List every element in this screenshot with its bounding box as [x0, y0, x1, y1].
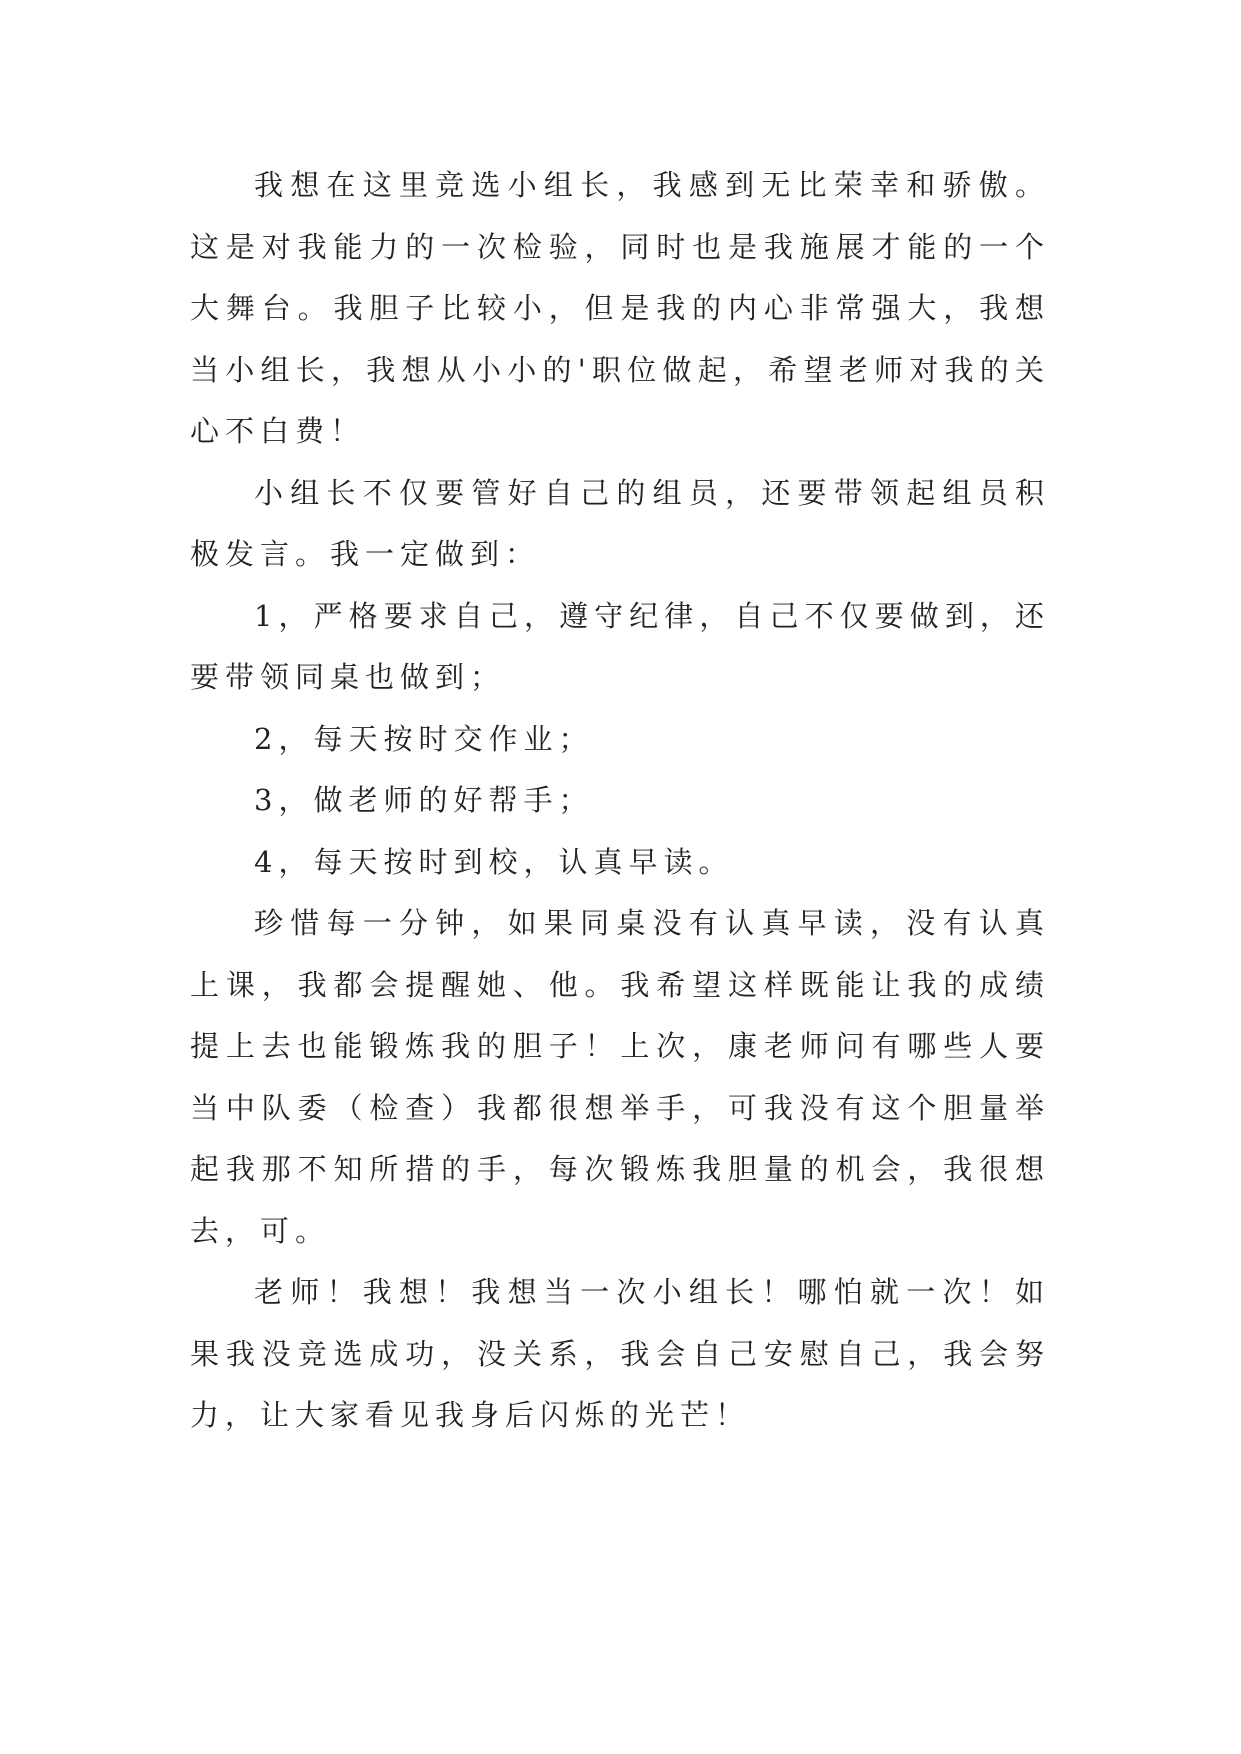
paragraph-intro: 我想在这里竞选小组长，我感到无比荣幸和骄傲。这是对我能力的一次检验，同时也是我施展才能的一个大舞台。我胆子比较小，但是我的内心非常强大，我想当小组长，我想从小小的'职位做起，希望老师对我的关心不白费！ — [190, 168, 1050, 448]
paragraph-commitment: 珍惜每一分钟，如果同桌没有认真早读，没有认真上课，我都会提醒她、他。我希望这样既能让我的成绩提上去也能锻炼我的胆子！上次，康老师问有哪些人要当中队委（检查）我都很想举手，可我没有这个胆量举起我那不知所措的手，每次锻炼我胆量的机会，我很想去，可。 — [190, 906, 1050, 1248]
list-item-1: 1，严格要求自己，遵守纪律，自己不仅要做到，还要带领同桌也做到； — [190, 598, 1050, 694]
list-item-2: 2，每天按时交作业； — [254, 721, 594, 756]
paragraph-duties: 小组长不仅要管好自己的组员，还要带领起组员积极发言。我一定做到： — [190, 475, 1050, 571]
document-body — [190, 155, 1050, 1447]
list-item-3: 3，做老师的好帮手； — [254, 783, 594, 817]
paragraph-closing: 老师！我想！我想当一次小组长！哪怕就一次！如果我没竞选成功，没关系，我会自己安慰自己，我会努力，让大家看见我身后闪烁的光芒！ — [190, 1275, 1050, 1432]
list-item-4: 4，每天按时到校，认真早读。 — [254, 844, 734, 879]
